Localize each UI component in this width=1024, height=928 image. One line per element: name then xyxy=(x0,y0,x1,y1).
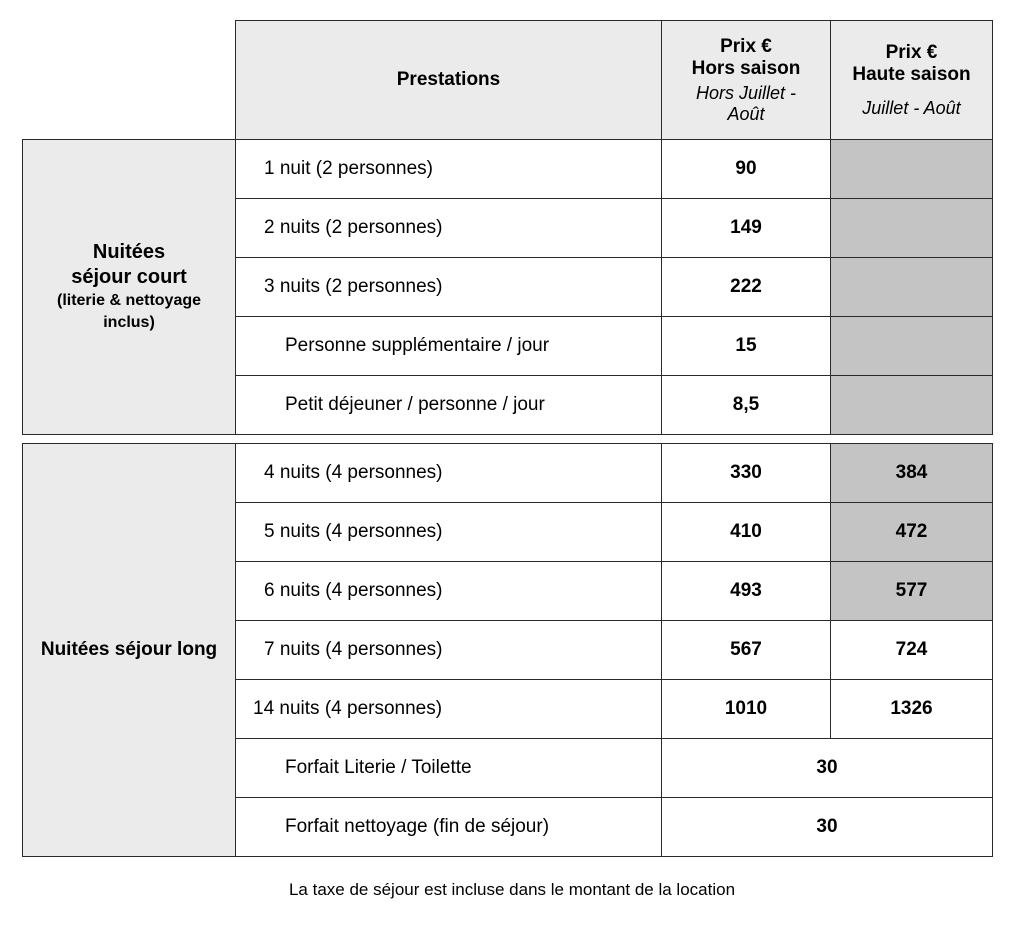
price-hors-saison: 15 xyxy=(661,316,831,376)
price-haute-saison: 384 xyxy=(830,443,993,503)
price-hors-saison: 410 xyxy=(661,502,831,562)
header-prestations-label: Prestations xyxy=(396,69,501,90)
table-row-label: 3 nuits (2 personnes) xyxy=(235,257,662,317)
price-haute-saison-unavailable xyxy=(830,316,993,376)
price-hors-saison: 1010 xyxy=(661,679,831,739)
section-court-title-2: séjour court xyxy=(71,266,187,288)
price-haute-saison-unavailable xyxy=(830,375,993,435)
section-court-label xyxy=(22,139,236,435)
price-hors-saison: 149 xyxy=(661,198,831,258)
price-hors-saison: 8,5 xyxy=(661,375,831,435)
table-row-label: 4 nuits (4 personnes) xyxy=(235,443,662,503)
table-row-label: 7 nuits (4 personnes) xyxy=(235,620,662,680)
price-hors-saison: 222 xyxy=(661,257,831,317)
price-hors-saison: 567 xyxy=(661,620,831,680)
section-long-title: Nuitées séjour long xyxy=(40,639,218,660)
header-hors-saison xyxy=(661,20,831,140)
section-long-label xyxy=(22,443,236,857)
table-row-label: 6 nuits (4 personnes) xyxy=(235,561,662,621)
footer-note: La taxe de séjour est incluse dans le montant de la location xyxy=(288,880,736,899)
price-forfait: 30 xyxy=(661,738,993,798)
price-forfait: 30 xyxy=(661,797,993,857)
table-row-label: Forfait Literie / Toilette xyxy=(235,738,662,798)
price-haute-saison: 724 xyxy=(830,620,993,680)
hors-saison-title: Prix € xyxy=(720,35,772,57)
price-hors-saison: 90 xyxy=(661,139,831,199)
table-row-label: 1 nuit (2 personnes) xyxy=(235,139,662,199)
table-row-label: 14 nuits (4 personnes) xyxy=(235,679,662,739)
haute-saison-period: Juillet - Août xyxy=(862,97,961,118)
table-row-label: 2 nuits (2 personnes) xyxy=(235,198,662,258)
haute-saison-title: Prix € xyxy=(885,41,938,63)
price-haute-saison-unavailable xyxy=(830,198,993,258)
hors-saison-subtitle: Hors saison xyxy=(691,57,801,79)
table-row-label: 5 nuits (4 personnes) xyxy=(235,502,662,562)
haute-saison-subtitle: Haute saison xyxy=(852,63,971,85)
table-row-label: Forfait nettoyage (fin de séjour) xyxy=(235,797,662,857)
price-haute-saison: 1326 xyxy=(830,679,993,739)
price-haute-saison-unavailable xyxy=(830,139,993,199)
header-haute-saison xyxy=(830,20,993,140)
price-hors-saison: 493 xyxy=(661,561,831,621)
hors-saison-period: Hors Juillet - Août xyxy=(695,82,797,124)
header-prestations xyxy=(235,20,662,140)
price-haute-saison-unavailable xyxy=(830,257,993,317)
price-hors-saison: 330 xyxy=(661,443,831,503)
section-court-title-1: Nuitées xyxy=(92,241,166,263)
section-court-note: (literie & nettoyage inclus) xyxy=(56,292,202,331)
price-haute-saison: 472 xyxy=(830,502,993,562)
table-row-label: Petit déjeuner / personne / jour xyxy=(235,375,662,435)
price-haute-saison: 577 xyxy=(830,561,993,621)
table-row-label: Personne supplémentaire / jour xyxy=(235,316,662,376)
